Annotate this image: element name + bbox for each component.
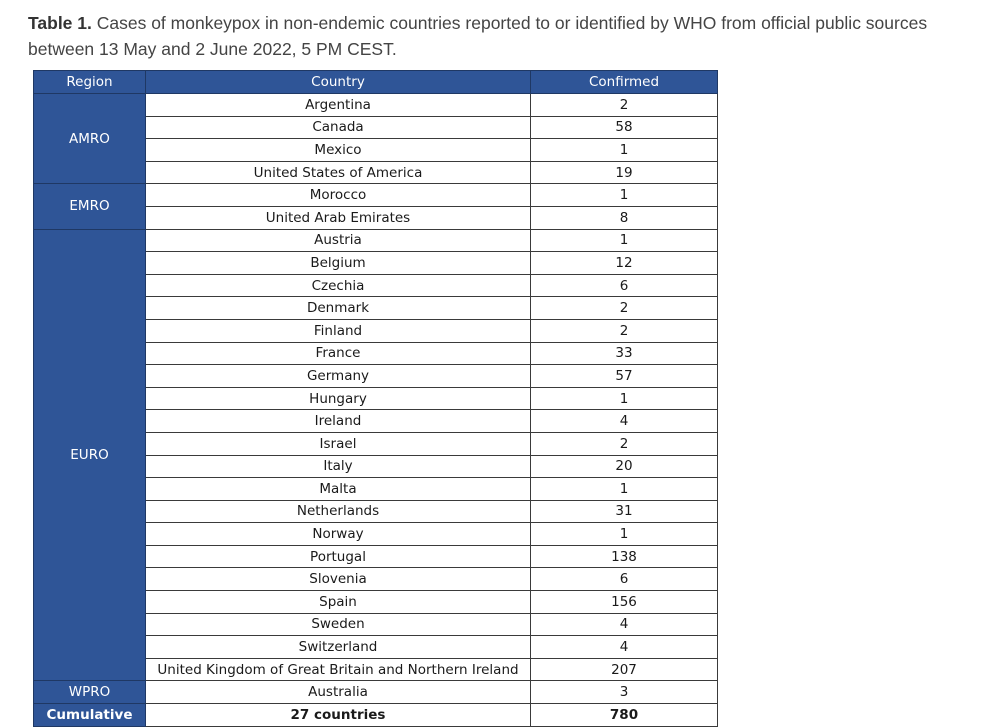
table-row (34, 681, 718, 704)
confirmed-cell: 31 (531, 500, 718, 523)
confirmed-cell: 1 (531, 478, 718, 501)
country-cell: United States of America (146, 161, 531, 184)
country-cell: Sweden (146, 613, 531, 636)
country-cell: Morocco (146, 184, 531, 207)
confirmed-cell: 1 (531, 229, 718, 252)
confirmed-cell: 1 (531, 387, 718, 410)
total-confirmed-cell: 780 (531, 704, 718, 727)
country-cell: France (146, 342, 531, 365)
table-caption (28, 10, 988, 62)
table-row (34, 184, 718, 207)
country-cell: Belgium (146, 252, 531, 275)
confirmed-cell: 2 (531, 432, 718, 455)
region-cell: Cumulative (34, 704, 146, 727)
country-cell: Spain (146, 591, 531, 614)
confirmed-cell: 3 (531, 681, 718, 704)
confirmed-cell: 1 (531, 184, 718, 207)
header-confirmed: Confirmed (531, 71, 718, 94)
confirmed-cell: 19 (531, 161, 718, 184)
country-cell: Slovenia (146, 568, 531, 591)
region-cell: AMRO (34, 94, 146, 184)
confirmed-cell: 1 (531, 139, 718, 162)
confirmed-cell: 207 (531, 658, 718, 681)
country-cell: Norway (146, 523, 531, 546)
cases-table (33, 70, 718, 727)
header-region: Region (34, 71, 146, 94)
caption-label: Table 1. (28, 13, 92, 33)
confirmed-cell: 20 (531, 455, 718, 478)
confirmed-cell: 4 (531, 636, 718, 659)
country-cell: United Arab Emirates (146, 206, 531, 229)
confirmed-cell: 2 (531, 94, 718, 117)
confirmed-cell: 12 (531, 252, 718, 275)
header-row (34, 71, 718, 94)
country-cell: Austria (146, 229, 531, 252)
confirmed-cell: 6 (531, 274, 718, 297)
caption-text: Cases of monkeypox in non-endemic countries reported to or identified by WHO from official public sources (91, 13, 928, 33)
region-cell: EURO (34, 229, 146, 681)
country-cell: Canada (146, 116, 531, 139)
country-cell: Hungary (146, 387, 531, 410)
country-cell: Israel (146, 432, 531, 455)
total-row (34, 704, 718, 727)
country-cell: Switzerland (146, 636, 531, 659)
country-cell: Italy (146, 455, 531, 478)
table-body (34, 94, 718, 727)
confirmed-cell: 156 (531, 591, 718, 614)
country-cell: Argentina (146, 94, 531, 117)
country-cell: Mexico (146, 139, 531, 162)
country-cell: Malta (146, 478, 531, 501)
confirmed-cell: 57 (531, 365, 718, 388)
confirmed-cell: 4 (531, 410, 718, 433)
country-cell: Ireland (146, 410, 531, 433)
country-cell: Denmark (146, 297, 531, 320)
region-cell: WPRO (34, 681, 146, 704)
confirmed-cell: 6 (531, 568, 718, 591)
table-row (34, 229, 718, 252)
confirmed-cell: 58 (531, 116, 718, 139)
country-cell: Czechia (146, 274, 531, 297)
confirmed-cell: 2 (531, 297, 718, 320)
confirmed-cell: 138 (531, 545, 718, 568)
confirmed-cell: 1 (531, 523, 718, 546)
country-cell: Finland (146, 319, 531, 342)
country-cell: United Kingdom of Great Britain and Northern Ireland (146, 658, 531, 681)
country-cell: Australia (146, 681, 531, 704)
table-header (34, 71, 718, 94)
confirmed-cell: 4 (531, 613, 718, 636)
country-cell: Germany (146, 365, 531, 388)
confirmed-cell: 8 (531, 206, 718, 229)
table-row (34, 94, 718, 117)
region-cell: EMRO (34, 184, 146, 229)
header-country: Country (146, 71, 531, 94)
total-country-cell: 27 countries (146, 704, 531, 727)
confirmed-cell: 2 (531, 319, 718, 342)
country-cell: Portugal (146, 545, 531, 568)
caption-text-line2: between 13 May and 2 June 2022, 5 PM CEST. (28, 39, 397, 59)
country-cell: Netherlands (146, 500, 531, 523)
confirmed-cell: 33 (531, 342, 718, 365)
